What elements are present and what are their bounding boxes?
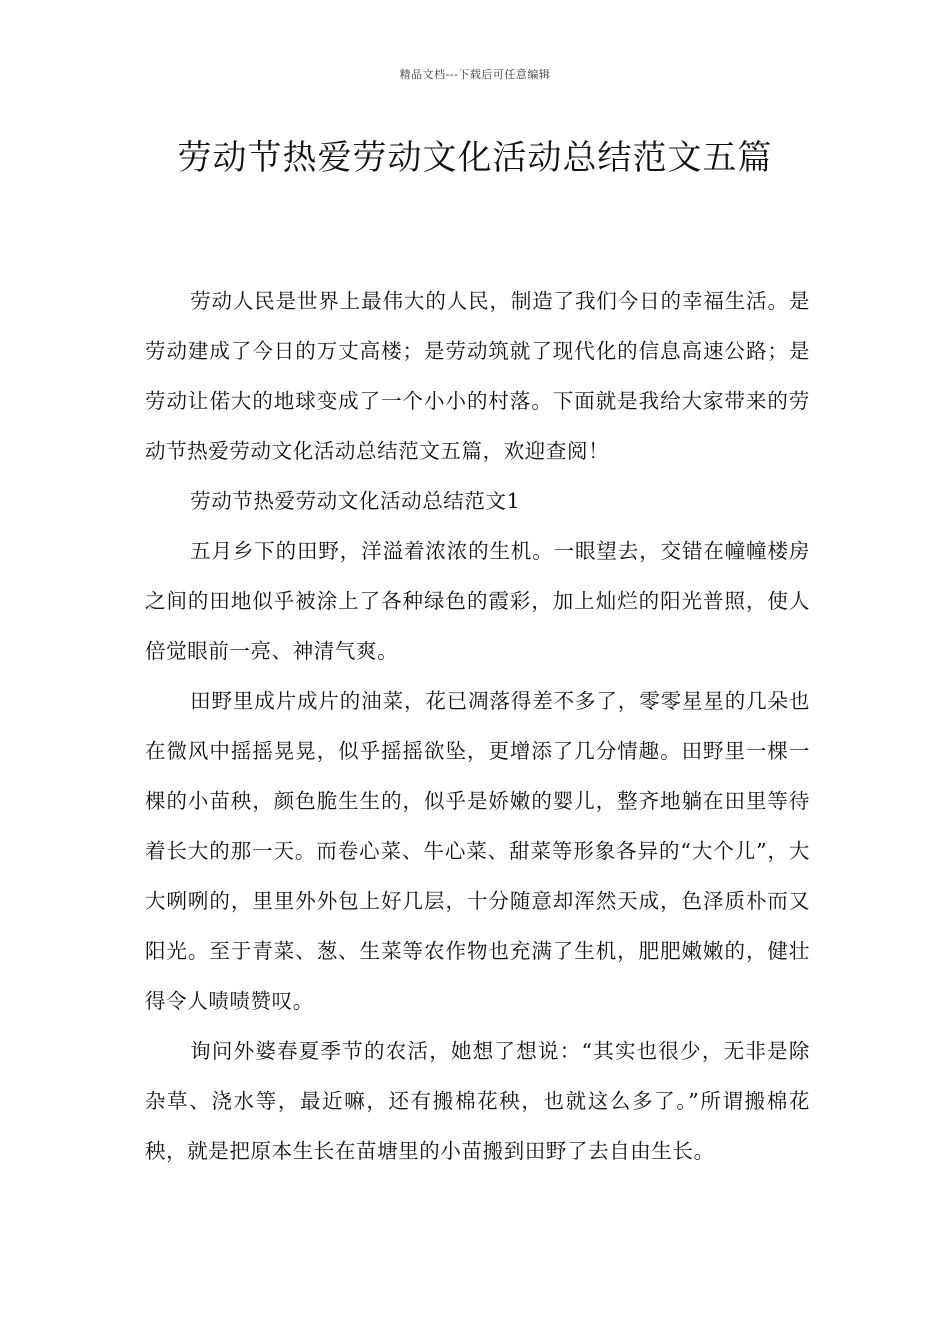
document-title: 劳动节热爱劳动文化活动总结范文五篇: [177, 138, 773, 178]
section-heading: 劳动节热爱劳动文化活动总结范文1: [190, 489, 521, 513]
document-body: [145, 276, 810, 1176]
intro-paragraph: 劳动人民是世界上最伟大的人民，制造了我们今日的幸福生活。是劳动建成了今日的万丈高楼；是劳动筑就了现代化的信息高速公路；是劳动让偌大的地球变成了一个小小的村落。下面就是我给大家带来的劳动节热爱劳动文化活动总结范文五篇，欢迎查阅！: [145, 289, 810, 463]
body-paragraph: 询问外婆春夏季节的农活，她想了想说：“其实也很少，无非是除杂草、浇水等，最近嘛，还有搬棉花秧，也就这么多了。”所谓搬棉花秧，就是把原本生长在苗塘里的小苗搬到田野了去自由生长。: [145, 1039, 810, 1163]
header-note: 精品文档---下载后可任意编辑: [399, 68, 551, 81]
body-paragraph: 五月乡下的田野，洋溢着浓浓的生机。一眼望去，交错在幢幢楼房之间的田地似乎被涂上了各种绿色的霞彩，加上灿烂的阳光普照，使人倍觉眼前一亮、神清气爽。: [145, 539, 810, 663]
body-paragraph: 田野里成片成片的油菜，花已凋落得差不多了，零零星星的几朵也在微风中摇摇晃晃，似乎摇摇欲坠，更增添了几分情趣。田野里一棵一棵的小苗秧，颜色脆生生的，似乎是娇嫩的婴儿，整齐地躺在田里等待着长大的那一天。而卷心菜、牛心菜、甜菜等形象各异的“大个儿”，大大咧咧的，里里外外包上好几层，十分随意却浑然天成，色泽质朴而又阳光。至于青菜、葱、生菜等农作物也充满了生机，肥肥嫩嫩的，健壮得令人啧啧赞叹。: [145, 689, 810, 1013]
